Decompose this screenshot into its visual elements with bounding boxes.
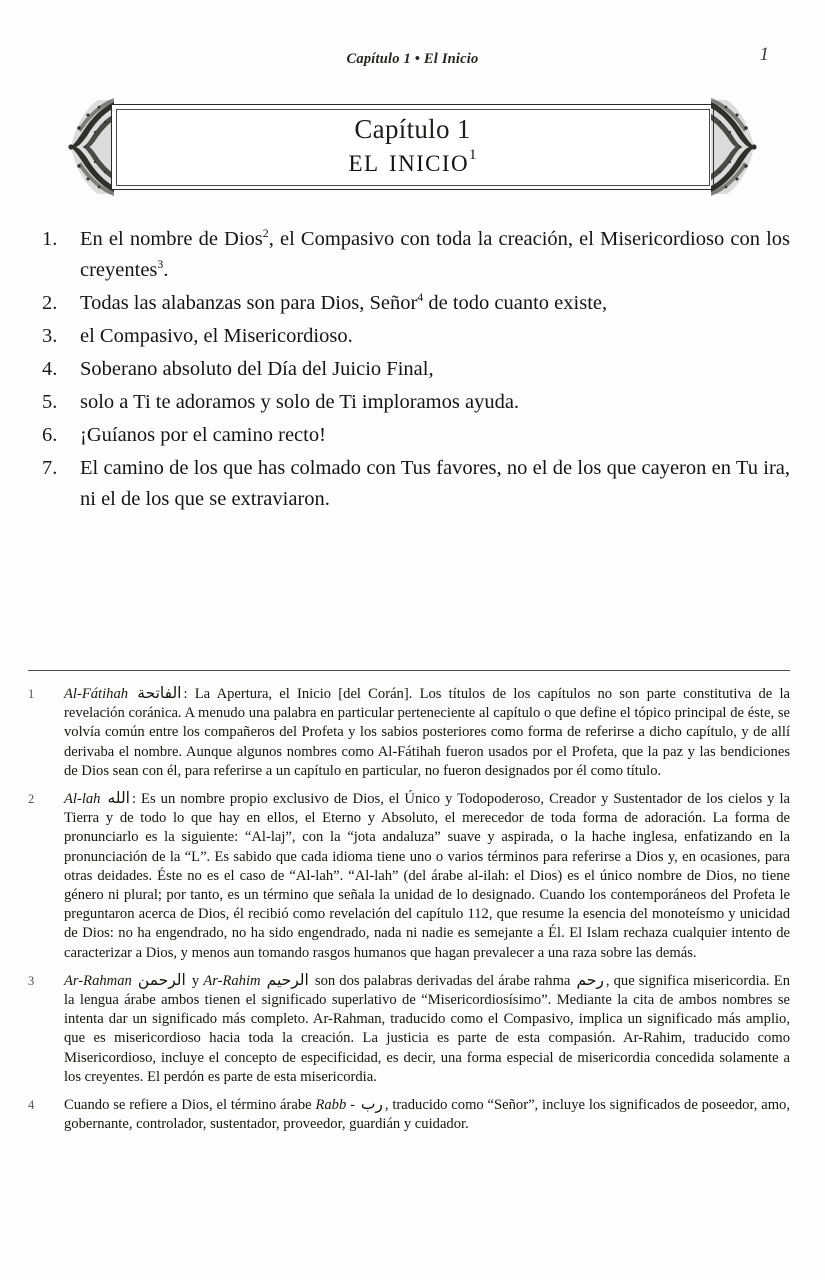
chapter-kicker: Capítulo 1 [354, 114, 471, 144]
page-number: 1 [759, 44, 769, 65]
footnote-marker: 4 [28, 1098, 35, 1113]
verse-text: El camino de los que has colmado con Tus favores, no el de los que cayeron en Tu ira, ni el de los que se extraviaron. [80, 457, 790, 510]
verse-list [36, 224, 790, 517]
verse-number: 2. [42, 292, 58, 314]
footnote-marker: 2 [28, 792, 35, 807]
footnote-separator-rule [28, 670, 790, 671]
verse-number: 5. [42, 391, 58, 413]
verse-number: 1. [42, 228, 58, 250]
running-head-text: Capítulo 1 • El Inicio [346, 51, 479, 67]
chapter-title [111, 104, 714, 190]
verse-text: el Compasivo, el Misericordioso. [80, 325, 353, 347]
footnote-item [28, 971, 790, 1087]
chapter-name-line [349, 145, 477, 178]
verse-number: 3. [42, 325, 58, 347]
footnote-marker: 1 [28, 687, 35, 701]
verse-item [36, 321, 790, 352]
verse-text: Todas las alabanzas son para Dios, Señor$^4$ de todo cuanto existe, [80, 290, 608, 314]
verse-item [36, 453, 790, 515]
footnote-item [28, 684, 790, 781]
verse-text: Soberano absoluto del Día del Juicio Final, [80, 358, 434, 380]
footnote-text: Al-Fátihah الفاتحة : La Apertura, el Inicio [del Corán]. Los títulos de los capítulos no son parte constitutiva de la revelación coránica. A menudo una palabra en particular perteneciente al capítulo o que define el tópico principal de éste, se volvía común entre los compañeros del Profeta y los sabios posteriores como forma de referirse a dicho capítulo, y de allí derivaba el nombre. Aunque algunos nombres como Al-Fátihah fueron usados por el Profeta, que la paz y las bendiciones de Dios sean con él, para referirse a un capítulo en particular, no fueron designados por él como título. [64, 684, 790, 779]
verse-item [36, 288, 790, 319]
verse-item [36, 224, 790, 286]
verse-item [36, 354, 790, 385]
verse-text: En el nombre de Dios$^2$, el Compasivo con toda la creación, el Misericordioso con los creyentes$^3$. [80, 226, 791, 281]
footnote-item [28, 1095, 790, 1134]
footnote-item [28, 789, 790, 963]
verse-number: 6. [42, 424, 58, 446]
verse-number: 4. [42, 358, 58, 380]
arabesque-medallion-icon [711, 98, 757, 196]
verse-item [36, 387, 790, 418]
chapter-name-text: el inicio [348, 143, 469, 179]
verse-text: ¡Guíanos por el camino recto! [80, 424, 326, 446]
verse-number: 7. [42, 457, 58, 479]
footnote-text: Cuando se refiere a Dios, el término árabe Rabb - رب , traducido como “Señor”, incluye los significados de poseedor, amo, gobernante, controlador, sustentador, proveedor, guardián y cuidador. [64, 1095, 790, 1133]
footnote-list [28, 684, 790, 1142]
verse-item [36, 420, 790, 451]
running-head [0, 50, 825, 72]
arabesque-medallion-icon [68, 98, 114, 196]
footnote-marker: 3 [28, 973, 35, 988]
chapter-title-cartouche [72, 100, 753, 194]
footnote-text: Al-lah الله : Es un nombre propio exclusivo de Dios, el Único y Todopoderoso, Creador y Sustentador de los cielos y la Tierra y de todo lo que hay en ellos, el Eterno y Absoluto, el merecedor de toda forma de adoración. La forma de pronunciarlo es la siguiente: “Al-laj”, con la “jota andaluza” suave y aspirada, o la hache inglesa, enfatizando en la pronunciación de la “L”. Es sabido que cada idioma tiene uno o varios términos para referirse a Dios y, en ocasiones, para otras deidades. Éste no es el caso de “Al-lah”. “Al-lah” (del árabe al-ilah: el Dios) es el único nombre de Dios, no tiene género ni plural; por tanto, es un término que señala la unidad de lo designado. Cuando los contemporáneos del Profeta le preguntaron acerca de Dios, él recibió como revelación del capítulo 112, que resume la esencia del monoteísmo y unicidad de Dios: no ha engendrado, no ha sido engendrado, nada ni nadie es semejante a Él. El Islam rechaza cualquier intento de caracterizar a Dios, y menos aun tomando rasgos humanos que hagan prevalecer a una raza sobre las demás. [64, 789, 790, 961]
footnote-text: Ar-Rahman الرحمن y Ar-Rahim الرحيم son dos palabras derivadas del árabe rahma رحم , que significa misericordia. En la lengua árabe ambos tienen el significado superlativo de “Misericordiosísimo”. Mediante la cita de ambos nombres se intenta dar un significado más completo. Ar-Rahman, traducido como el Compasivo, implica un significado más amplio, que es misericordioso hacia toda la creación. La justicia es parte de esta compasión. Ar-Rahim, traducido como Misericordioso, incluye el concepto de especificidad, es decir, una forma especial de misericordia concedida solamente a los creyentes. El perdón es parte de esta misericordia. [64, 970, 790, 1085]
chapter-title-footnote-marker: 1 [469, 147, 477, 163]
verse-text: solo a Ti te adoramos y solo de Ti imploramos ayuda. [80, 391, 520, 413]
